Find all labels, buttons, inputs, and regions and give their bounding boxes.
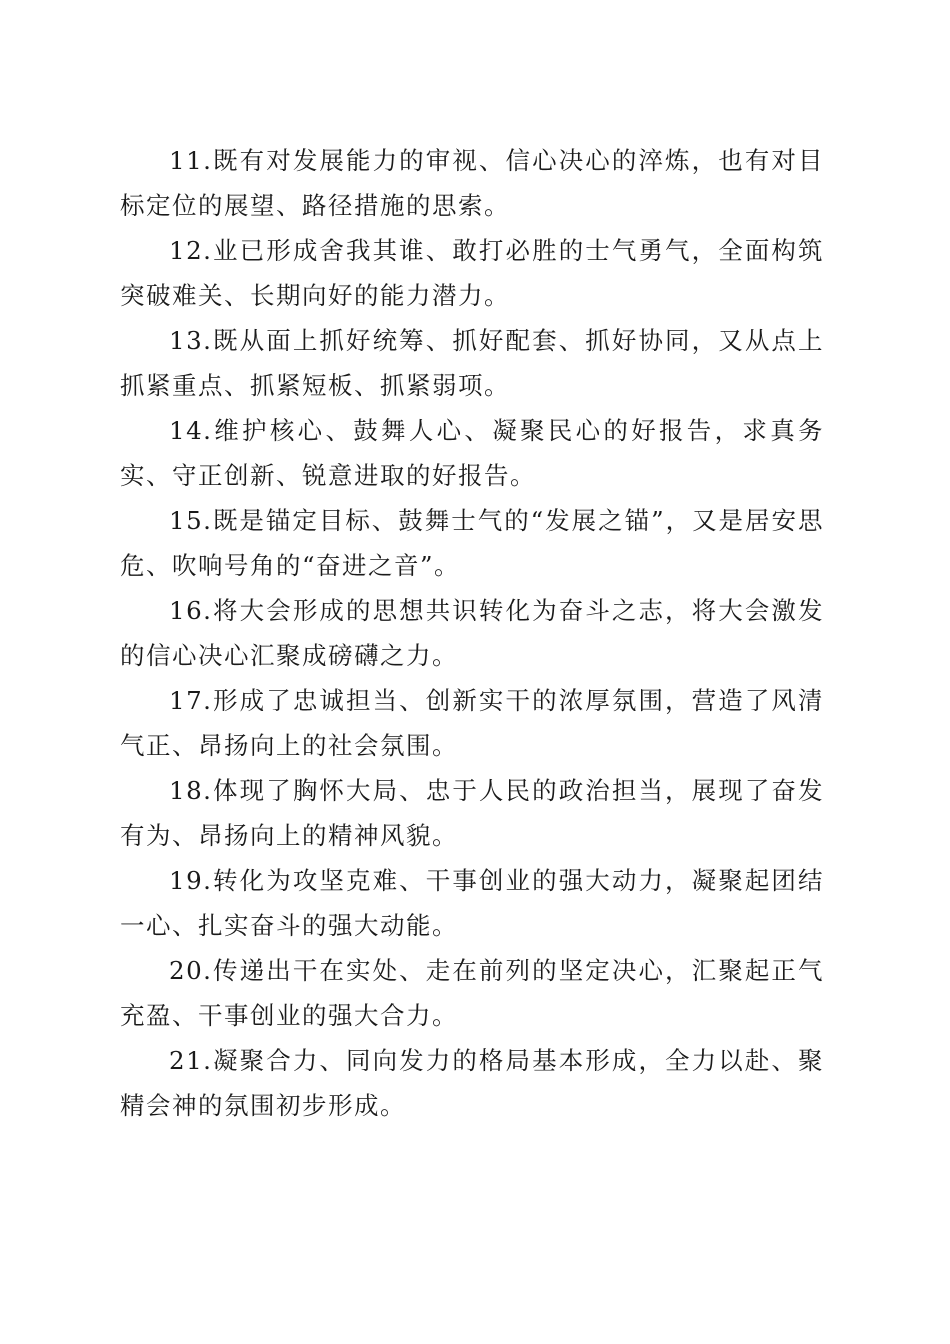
paragraph-21: 21.凝聚合力、同向发力的格局基本形成，全力以赴、聚精会神的氛围初步形成。 — [120, 1046, 824, 1120]
paragraph-14: 14.维护核心、鼓舞人心、凝聚民心的好报告，求真务实、守正创新、锐意进取的好报告。 — [120, 416, 824, 490]
paragraph-20: 20.传递出干在实处、走在前列的坚定决心，汇聚起正气充盈、干事创业的强大合力。 — [120, 956, 824, 1030]
paragraph-15: 15.既是锚定目标、鼓舞士气的“发展之锚”，又是居安思危、吹响号角的“奋进之音”。 — [120, 506, 824, 580]
paragraph-16: 16.将大会形成的思想共识转化为奋斗之志，将大会激发的信心决心汇聚成磅礴之力。 — [120, 596, 824, 670]
paragraph-19: 19.转化为攻坚克难、干事创业的强大动力，凝聚起团结一心、扎实奋斗的强大动能。 — [120, 866, 824, 940]
paragraph-13: 13.既从面上抓好统筹、抓好配套、抓好协同，又从点上抓紧重点、抓紧短板、抓紧弱项。 — [120, 326, 824, 400]
document-body — [120, 138, 824, 1128]
paragraph-18: 18.体现了胸怀大局、忠于人民的政治担当，展现了奋发有为、昂扬向上的精神风貌。 — [120, 776, 824, 850]
paragraph-17: 17.形成了忠诚担当、创新实干的浓厚氛围，营造了风清气正、昂扬向上的社会氛围。 — [120, 686, 824, 760]
paragraph-11: 11.既有对发展能力的审视、信心决心的淬炼，也有对目标定位的展望、路径措施的思索。 — [120, 146, 824, 220]
paragraph-12: 12.业已形成舍我其谁、敢打必胜的士气勇气，全面构筑突破难关、长期向好的能力潜力。 — [120, 236, 824, 310]
